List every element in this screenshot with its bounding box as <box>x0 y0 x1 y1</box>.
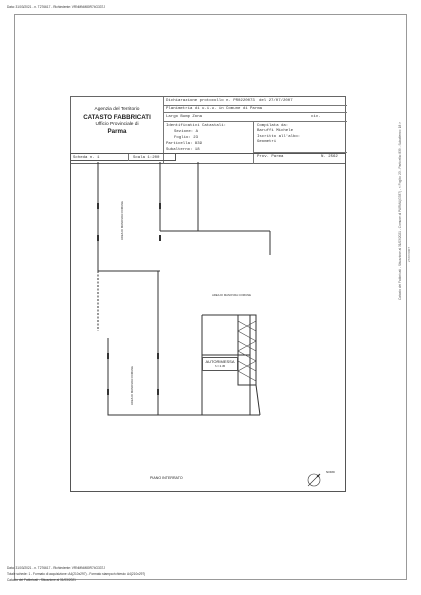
agency-catasto: CATASTO FABBRICATI <box>83 114 151 121</box>
identificativi-title: Identificativi Catastali: <box>166 124 227 128</box>
lower-corridor-label: AREA DI MANOVRA COMUNE <box>130 365 134 405</box>
north-label: NORD <box>326 470 335 474</box>
bottom-meta-3: Catasto dei Fabbricati - Situazione al 31/03/2021 <box>7 578 76 582</box>
floor-label: PIANO INTERRATO <box>150 476 183 480</box>
bottom-meta-2: Totale schede: 1 - Formato di acquisizione: A4(210x297) - Formato stampa richiesto: A4(210x297) <box>7 572 146 576</box>
particella: Particella: 839 <box>166 142 203 146</box>
scheda-label: Scheda n. 1 <box>73 155 100 160</box>
hatched-wall <box>238 321 256 381</box>
address: Largo Bump Zona <box>166 114 203 119</box>
wall <box>238 315 256 385</box>
sezione: Sezione: A <box>174 130 199 134</box>
agency-name: Agenzia del Territorio <box>94 107 140 112</box>
foglio: Foglio: 23 <box>174 136 199 140</box>
planimetria: Planimetria di u.i.u. in Comune di Parma <box>166 106 263 111</box>
floor-plan <box>70 153 346 492</box>
subalterno: Subalterno: 18 <box>166 148 200 152</box>
agency-office: Ufficio Provinciale di <box>95 122 139 127</box>
right-margin-date: 27/07/2007 <box>407 246 411 262</box>
iscritto-value: Geometri <box>257 140 277 144</box>
prov-number: N. 2562 <box>321 155 338 159</box>
dichiarazione-date: del 27/07/2007 <box>259 99 293 103</box>
wall <box>98 162 160 271</box>
wall <box>238 315 256 385</box>
prov: Prov. Parma <box>257 155 284 159</box>
agency-city: Parma <box>107 128 127 135</box>
iscritto: Iscritto all'albo: <box>257 135 301 139</box>
north-arrow-icon <box>308 474 320 486</box>
compilata-da: Compilata da: <box>257 124 289 128</box>
divider <box>163 121 347 122</box>
bottom-meta-1: Data: 31/03/2021 - n. T276617 - Richiedente: VRNMNM80R74G337J <box>7 566 105 570</box>
dichiarazione: Dichiarazione protocollo n. PR0220073 <box>166 99 255 103</box>
scala-label: Scala 1:200 <box>133 155 160 160</box>
divider <box>163 112 347 113</box>
garage-height: h = 2.45 <box>214 364 226 368</box>
area-label: AREA DI MANOVRA COMUNE <box>212 293 252 297</box>
top-meta: Data: 31/03/2021 - n. T276617 - Richiedente: VRNMNM80R74G337J <box>7 5 105 9</box>
compilata-name: Baruffi Michele <box>257 129 294 133</box>
corridor-label: AREA DI MANOVRA COMUNE <box>120 200 124 240</box>
garage-label: AUTORIMESSA <box>205 359 235 364</box>
garage-label-box <box>202 357 238 371</box>
right-margin-text: Catasto dei Fabbricati - Situazione al 31/03/2021 - Comune di PARMA(G337) - < Foglio: 23 - Particella: 839 - Subalterno: 18 > <box>398 121 402 300</box>
civ: civ. <box>311 114 321 119</box>
wall <box>256 385 260 415</box>
